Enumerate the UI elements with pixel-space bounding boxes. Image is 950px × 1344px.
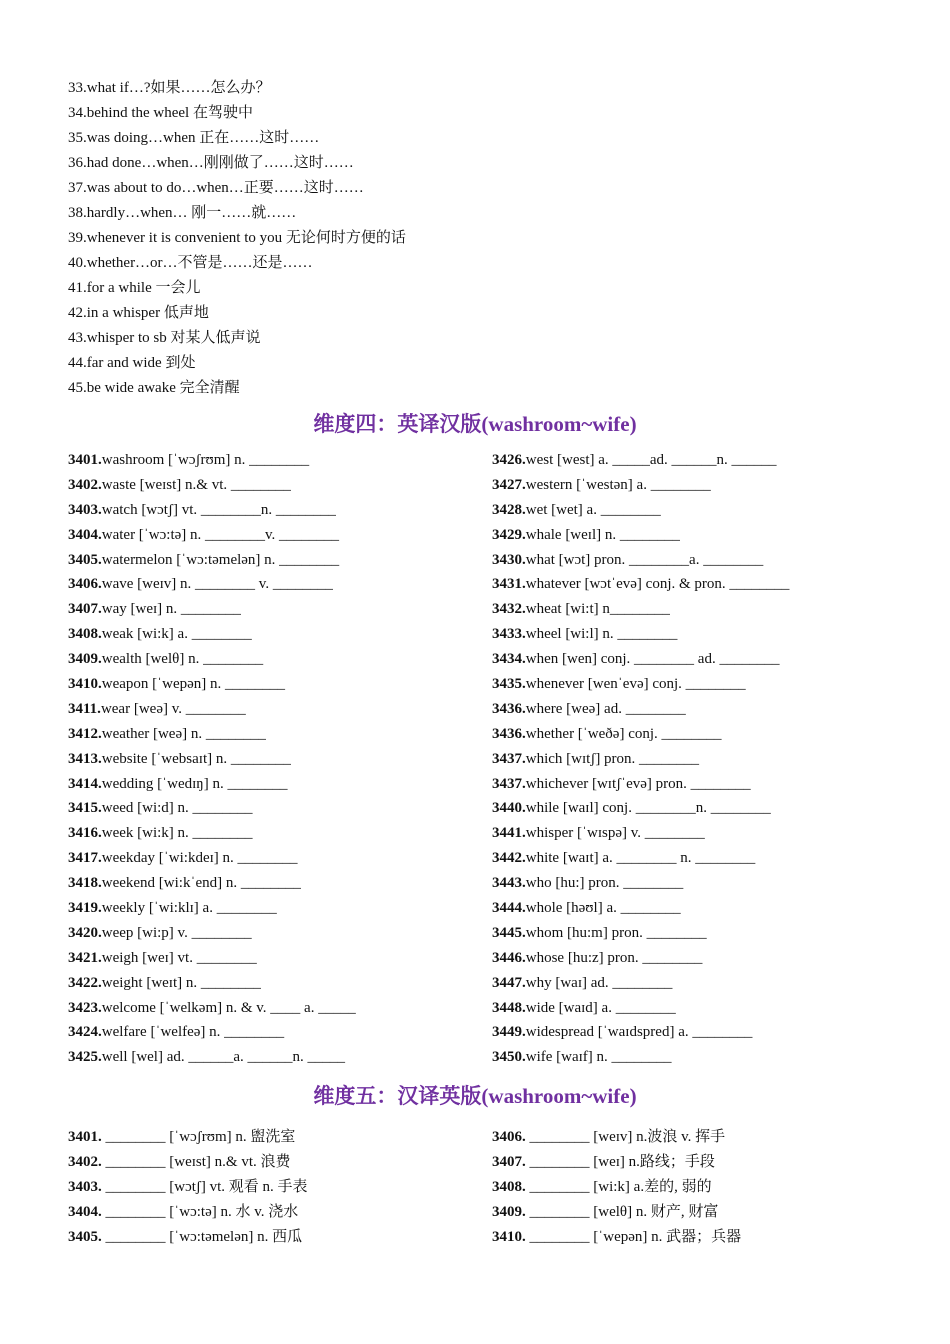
entry-text: washroom [ˈwɔʃrʊm] n. ________ bbox=[101, 452, 310, 468]
phrase-item: 39.whenever it is convenient to you 无论何时方便的话 bbox=[68, 230, 406, 246]
entry-text: ________ [welθ] n. 财产, 财富 bbox=[525, 1203, 719, 1220]
entry-text: whenever [wenˈevə] conj. ________ bbox=[525, 676, 746, 693]
vocab-entry bbox=[68, 572, 508, 597]
entry-text: watch [wɔtʃ] vt. ________n. ________ bbox=[101, 501, 336, 518]
entry-number: 3428. bbox=[492, 501, 526, 518]
entry-number: 3426. bbox=[492, 452, 526, 468]
vocab-entry bbox=[492, 821, 932, 846]
entry-number: 3404. bbox=[68, 1203, 102, 1220]
entry-text: whole [həʊl] a. ________ bbox=[525, 900, 681, 917]
entry-text: what [wɔt] pron. ________a. ________ bbox=[525, 551, 764, 568]
vocab-entry bbox=[492, 647, 932, 672]
phrase-item: 45.be wide awake 完全清醒 bbox=[68, 380, 240, 396]
entry-text: wife [waɪf] n. ________ bbox=[525, 1049, 672, 1066]
entry-text: west [west] a. _____ad. ______n. ______ bbox=[525, 452, 777, 468]
entry-text: ________ [ˈwepən] n. 武器；兵器 bbox=[525, 1228, 742, 1245]
entry-number: 3408. bbox=[68, 626, 102, 643]
entry-number: 3401. bbox=[68, 1129, 102, 1145]
vocab-entry bbox=[492, 996, 932, 1021]
entry-number: 3449. bbox=[492, 1024, 526, 1041]
entry-number: 3437. bbox=[492, 775, 526, 792]
entry-text: ________ [weɪ] n.路线；手段 bbox=[525, 1153, 715, 1170]
entry-number: 3409. bbox=[68, 651, 102, 668]
vocab-entry bbox=[68, 597, 508, 622]
entry-text: well [wel] ad. ______a. ______n. _____ bbox=[101, 1049, 346, 1066]
entry-text: way [weɪ] n. ________ bbox=[101, 601, 241, 618]
entry-text: watermelon [ˈwɔ:təmelən] n. ________ bbox=[101, 551, 340, 568]
entry-number: 3437. bbox=[492, 750, 526, 767]
entry-text: western [ˈwestən] a. ________ bbox=[525, 476, 711, 493]
vocab-entry bbox=[68, 548, 508, 573]
vocab-entry bbox=[68, 1125, 508, 1150]
entry-text: whale [weɪl] n. ________ bbox=[525, 526, 680, 543]
entry-text: widespread [ˈwaɪdspred] a. ________ bbox=[525, 1024, 753, 1041]
vocab-entry bbox=[68, 946, 508, 971]
vocab-entry bbox=[492, 473, 932, 498]
entry-text: weed [wi:d] n. ________ bbox=[101, 800, 253, 817]
entry-number: 3429. bbox=[492, 526, 526, 543]
phrase-item: 34.behind the wheel 在驾驶中 bbox=[68, 105, 253, 121]
entry-number: 3432. bbox=[492, 601, 526, 618]
vocab-entry bbox=[68, 1200, 508, 1225]
entry-number: 3448. bbox=[492, 999, 526, 1016]
entry-number: 3409. bbox=[492, 1203, 526, 1220]
entry-number: 3440. bbox=[492, 800, 526, 817]
entry-number: 3417. bbox=[68, 850, 102, 867]
entry-number: 3434. bbox=[492, 651, 526, 668]
vocab-entry bbox=[492, 796, 932, 821]
vocab-entry bbox=[492, 722, 932, 747]
entry-number: 3424. bbox=[68, 1024, 102, 1041]
entry-text: weather [weə] n. ________ bbox=[101, 725, 266, 742]
vocab-entry bbox=[68, 448, 508, 473]
entry-text: weekday [ˈwi:kdeɪ] n. ________ bbox=[101, 850, 298, 867]
entry-text: wet [wet] a. ________ bbox=[525, 501, 661, 518]
entry-number: 3422. bbox=[68, 974, 102, 991]
entry-text: water [ˈwɔ:tə] n. ________v. ________ bbox=[101, 526, 340, 543]
entry-text: weekly [ˈwi:klɪ] a. ________ bbox=[101, 900, 277, 917]
entry-number: 3433. bbox=[492, 626, 526, 643]
entry-number: 3444. bbox=[492, 900, 526, 917]
vocab-entry bbox=[68, 846, 508, 871]
entry-text: why [waɪ] ad. ________ bbox=[525, 974, 673, 991]
vocab-entry bbox=[68, 473, 508, 498]
entry-number: 3442. bbox=[492, 850, 526, 867]
entry-number: 3407. bbox=[68, 601, 102, 618]
vocab-entry bbox=[492, 1045, 932, 1070]
vocab-entry bbox=[492, 523, 932, 548]
vocab-entry bbox=[68, 896, 508, 921]
entry-number: 3420. bbox=[68, 924, 102, 941]
entry-number: 3405. bbox=[68, 551, 102, 568]
entry-text: whether [ˈweðə] conj. ________ bbox=[525, 725, 722, 742]
entry-number: 3411. bbox=[68, 700, 101, 717]
entry-text: waste [weɪst] n.& vt. ________ bbox=[101, 476, 291, 493]
phrase-item: 33.what if…?如果……怎么办？ bbox=[68, 80, 271, 96]
entry-number: 3406. bbox=[492, 1129, 526, 1145]
entry-number: 3412. bbox=[68, 725, 102, 742]
entry-number: 3447. bbox=[492, 974, 526, 991]
entry-text: whatever [wɔtˈevə] conj. & pron. ________ bbox=[525, 576, 790, 593]
entry-number: 3421. bbox=[68, 949, 102, 966]
entry-text: ________ [weɪst] n.& vt. 浪费 bbox=[101, 1153, 291, 1170]
entry-number: 3414. bbox=[68, 775, 102, 792]
section-four-left-column bbox=[68, 448, 508, 1070]
vocab-entry bbox=[68, 697, 508, 722]
entry-text: whose [hu:z] pron. ________ bbox=[525, 949, 703, 966]
entry-number: 3431. bbox=[492, 576, 526, 593]
entry-number: 3443. bbox=[492, 875, 526, 892]
vocab-entry bbox=[68, 647, 508, 672]
vocab-entry bbox=[68, 498, 508, 523]
entry-number: 3425. bbox=[68, 1049, 102, 1066]
entry-number: 3405. bbox=[68, 1228, 102, 1245]
entry-text: week [wi:k] n. ________ bbox=[101, 825, 253, 842]
vocab-entry bbox=[492, 672, 932, 697]
entry-text: weep [wi:p] v. ________ bbox=[101, 924, 252, 941]
entry-text: whom [hu:m] pron. ________ bbox=[525, 924, 707, 941]
entry-number: 3407. bbox=[492, 1153, 526, 1170]
entry-text: weight [weɪt] n. ________ bbox=[101, 974, 261, 991]
vocab-entry bbox=[68, 722, 508, 747]
entry-number: 3408. bbox=[492, 1178, 526, 1195]
vocab-entry bbox=[68, 796, 508, 821]
entry-text: whichever [wɪtʃˈevə] pron. ________ bbox=[525, 775, 751, 792]
phrase-item: 38.hardly…when… 刚一……就…… bbox=[68, 205, 297, 221]
vocab-entry bbox=[492, 1175, 932, 1200]
vocab-entry bbox=[492, 1150, 932, 1175]
entry-text: website [ˈwebsaɪt] n. ________ bbox=[101, 750, 291, 767]
vocab-entry bbox=[492, 597, 932, 622]
section-five-left-column bbox=[68, 1125, 508, 1249]
entry-text: ________ [ˈwɔ:tə] n. 水 v. 浇水 bbox=[101, 1203, 299, 1220]
vocab-entry bbox=[68, 1150, 508, 1175]
entry-text: wheat [wi:t] n________ bbox=[525, 601, 670, 618]
vocab-entry bbox=[68, 1020, 508, 1045]
vocab-entry bbox=[68, 971, 508, 996]
vocab-entry bbox=[68, 772, 508, 797]
entry-text: wear [weə] v. ________ bbox=[100, 700, 246, 717]
entry-number: 3430. bbox=[492, 551, 526, 568]
entry-number: 3403. bbox=[68, 1178, 102, 1195]
phrase-item: 41.for a while 一会儿 bbox=[68, 280, 201, 296]
vocab-entry bbox=[68, 1045, 508, 1070]
entry-number: 3410. bbox=[68, 676, 102, 693]
vocab-entry bbox=[68, 871, 508, 896]
entry-number: 3402. bbox=[68, 1153, 102, 1170]
phrase-item: 44.far and wide 到处 bbox=[68, 355, 196, 371]
vocab-entry bbox=[68, 921, 508, 946]
entry-text: ________ [wi:k] a.差的, 弱的 bbox=[525, 1178, 712, 1195]
entry-number: 3445. bbox=[492, 924, 526, 941]
entry-text: ________ [ˈwɔ:təmelən] n. 西瓜 bbox=[101, 1228, 303, 1245]
entry-text: wave [weɪv] n. ________ v. ________ bbox=[101, 576, 333, 593]
vocab-entry bbox=[68, 821, 508, 846]
vocab-entry bbox=[492, 846, 932, 871]
entry-number: 3402. bbox=[68, 476, 102, 493]
section-five-right-column bbox=[492, 1125, 932, 1249]
entry-number: 3418. bbox=[68, 875, 102, 892]
entry-number: 3450. bbox=[492, 1049, 526, 1066]
vocab-entry bbox=[492, 772, 932, 797]
vocab-entry bbox=[492, 1020, 932, 1045]
entry-text: wheel [wi:l] n. ________ bbox=[525, 626, 678, 643]
entry-text: welfare [ˈwelfeə] n. ________ bbox=[101, 1024, 285, 1041]
phrase-item: 37.was about to do…when…正要……这时…… bbox=[68, 180, 364, 196]
vocab-entry bbox=[492, 498, 932, 523]
entry-text: wedding [ˈwedɪŋ] n. ________ bbox=[101, 775, 288, 792]
entry-number: 3441. bbox=[492, 825, 526, 842]
entry-text: who [hu:] pron. ________ bbox=[525, 875, 684, 892]
entry-number: 3423. bbox=[68, 999, 102, 1016]
entry-number: 3401. bbox=[68, 452, 102, 468]
entry-text: weekend [wi:kˈend] n. ________ bbox=[101, 875, 301, 892]
vocab-entry bbox=[492, 448, 932, 473]
entry-text: white [waɪt] a. ________ n. ________ bbox=[525, 850, 756, 867]
entry-number: 3406. bbox=[68, 576, 102, 593]
section-four-title: 维度四：英译汉版(washroom~wife) bbox=[313, 412, 637, 436]
entry-text: which [wɪtʃ] pron. ________ bbox=[525, 750, 700, 767]
vocab-entry bbox=[68, 1225, 508, 1250]
vocab-entry bbox=[492, 1225, 932, 1250]
vocab-entry bbox=[68, 672, 508, 697]
vocab-entry bbox=[492, 1200, 932, 1225]
entry-number: 3419. bbox=[68, 900, 102, 917]
phrase-item: 43.whisper to sb 对某人低声说 bbox=[68, 330, 261, 346]
vocab-entry bbox=[492, 548, 932, 573]
entry-number: 3435. bbox=[492, 676, 526, 693]
vocab-entry bbox=[492, 946, 932, 971]
entry-number: 3413. bbox=[68, 750, 102, 767]
vocab-entry bbox=[492, 921, 932, 946]
vocab-entry bbox=[492, 572, 932, 597]
phrase-item: 42.in a whisper 低声地 bbox=[68, 305, 209, 321]
section-five-title: 维度五：汉译英版(washroom~wife) bbox=[313, 1084, 637, 1108]
phrase-item: 36.had done…when…刚刚做了……这时…… bbox=[68, 155, 354, 171]
vocab-entry bbox=[68, 747, 508, 772]
entry-number: 3416. bbox=[68, 825, 102, 842]
vocab-entry bbox=[68, 622, 508, 647]
vocab-entry bbox=[492, 622, 932, 647]
vocab-entry bbox=[492, 697, 932, 722]
vocab-entry bbox=[68, 523, 508, 548]
phrase-item: 40.whether…or…不管是……还是…… bbox=[68, 255, 313, 271]
phrase-list bbox=[68, 76, 888, 401]
vocab-entry bbox=[492, 971, 932, 996]
entry-text: where [weə] ad. ________ bbox=[525, 700, 686, 717]
vocab-entry bbox=[492, 896, 932, 921]
vocab-entry bbox=[68, 1175, 508, 1200]
entry-number: 3404. bbox=[68, 526, 102, 543]
entry-text: while [waɪl] conj. ________n. ________ bbox=[525, 800, 771, 817]
vocab-entry bbox=[68, 996, 508, 1021]
entry-text: wealth [welθ] n. ________ bbox=[101, 651, 264, 668]
vocab-entry bbox=[492, 747, 932, 772]
phrase-item: 35.was doing…when 正在……这时…… bbox=[68, 130, 320, 146]
entry-number: 3410. bbox=[492, 1228, 526, 1245]
entry-text: ________ [wɔtʃ] vt. 观看 n. 手表 bbox=[101, 1178, 308, 1195]
vocab-entry bbox=[492, 871, 932, 896]
vocab-entry bbox=[492, 1125, 932, 1150]
entry-text: ________ [ˈwɔʃrʊm] n. 盥洗室 bbox=[101, 1129, 296, 1145]
entry-text: weigh [weɪ] vt. ________ bbox=[101, 949, 257, 966]
entry-number: 3436. bbox=[492, 725, 526, 742]
entry-number: 3403. bbox=[68, 501, 102, 518]
entry-text: when [wen] conj. ________ ad. ________ bbox=[525, 651, 780, 668]
entry-text: weak [wi:k] a. ________ bbox=[101, 626, 252, 643]
entry-text: wide [waɪd] a. ________ bbox=[525, 999, 676, 1016]
entry-number: 3427. bbox=[492, 476, 526, 493]
entry-text: welcome [ˈwelkəm] n. & v. ____ a. _____ bbox=[101, 999, 356, 1016]
entry-number: 3415. bbox=[68, 800, 102, 817]
entry-text: ________ [weɪv] n.波浪 v. 挥手 bbox=[525, 1129, 726, 1145]
entry-number: 3446. bbox=[492, 949, 526, 966]
section-four-right-column bbox=[492, 448, 932, 1070]
entry-number: 3436. bbox=[492, 700, 526, 717]
entry-text: whisper [ˈwɪspə] v. ________ bbox=[525, 825, 705, 842]
entry-text: weapon [ˈwepən] n. ________ bbox=[101, 676, 286, 693]
